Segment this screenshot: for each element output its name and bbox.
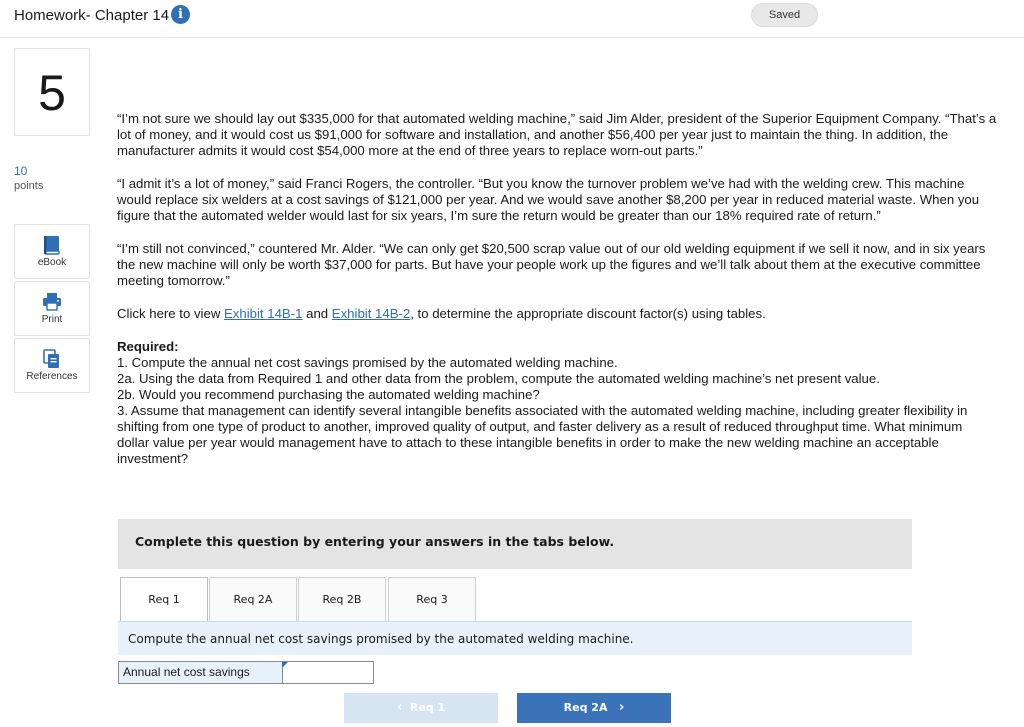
exhibit-prefix: Click here to view [117, 306, 225, 321]
tab-req-3[interactable]: Req 3 [388, 577, 476, 621]
answer-row [118, 661, 374, 684]
next-req-button[interactable] [517, 693, 671, 723]
previous-req-button[interactable] [344, 693, 498, 723]
next-req-label: Req 2A [563, 701, 608, 714]
references-label: References [26, 371, 78, 382]
print-button[interactable] [14, 281, 90, 336]
requirement-1: 1. Compute the annual net cost savings promised by the automated welding machine. [117, 355, 618, 370]
tab-instruction [118, 621, 912, 655]
saved-status-badge: Saved [751, 3, 818, 27]
exhibit-14b2-link[interactable]: Exhibit 14B-2 [331, 306, 411, 321]
tab-req-1[interactable]: Req 1 [120, 577, 208, 621]
references-button[interactable] [14, 338, 90, 393]
problem-text [117, 111, 997, 467]
info-icon[interactable]: i [171, 5, 190, 24]
problem-paragraph: “I admit it’s a lot of money,” said Franci Rogers, the controller. “But you know the turnover problem we’ve had with the welding crew. This machine would replace six welders at a cost savings of $121,000 per year. And we would save another $8,200 per year in reduced material waste. When you figure that the automated welder would last for six years, I’m sure the return would be greater than our 18% required rate of return.” [117, 176, 980, 223]
requirements [117, 339, 997, 467]
tab-req-2b[interactable]: Req 2B [298, 577, 386, 621]
requirement-2b: 2b. Would you recommend purchasing the automated welding machine? [117, 387, 540, 402]
instructions-banner [118, 519, 912, 569]
requirement-2a: 2a. Using the data from Required 1 and other data from the problem, compute the automated welding machine’s net present value. [117, 371, 880, 386]
exhibit-line [117, 306, 997, 322]
points-label: points [14, 180, 44, 192]
previous-req-label: Req 1 [409, 701, 446, 714]
question-number: 5 [14, 48, 90, 136]
problem-paragraph: “I’m not sure we should lay out $335,000 for that automated welding machine,” said Jim Alder, president of the Superior Equipment Company. “That’s a lot of money, and it would cost us $91,000 for software and installation, and another $56,400 per year just to maintain the thing. In addition, the manufacturer admits it would cost $54,000 more at the end of three years to replace worn-out parts.” [117, 111, 997, 158]
exhibit-suffix: , to determine the appropriate discount factor(s) using tables. [410, 306, 766, 321]
annual-net-cost-savings-input[interactable] [282, 662, 373, 683]
chevron-right-icon: › [618, 700, 625, 715]
exhibit-14b1-link[interactable]: Exhibit 14B-1 [224, 306, 303, 321]
exhibit-and: and [302, 306, 332, 321]
instructions-text: Complete this question by entering your answers in the tabs below. [135, 534, 615, 549]
assignment-title: Homework- Chapter 14 [14, 7, 170, 24]
points-value: 10 [14, 164, 28, 178]
required-heading: Required: [117, 339, 179, 354]
requirement-3: 3. Assume that management can identify several intangible benefits associated with the automated welding machine, including greater flexibility in shifting from one type of product to another, improved quality of output, and faster delivery as a result of reduced throughput time. What minimum dollar value per year would management have to attach to these intangible benefits in order to make the new welding machine an acceptable investment? [117, 403, 968, 466]
tab-req-2a[interactable]: Req 2A [209, 577, 297, 621]
ebook-button[interactable] [14, 224, 90, 279]
input-marker [282, 662, 288, 668]
chevron-left-icon: ‹ [396, 700, 403, 715]
header-bar [0, 0, 1024, 38]
answer-label: Annual net cost savings [119, 662, 282, 683]
problem-paragraph: “I’m still not convinced,” countered Mr. Alder. “We can only get $20,500 scrap value out of our old welding equipment if we sell it now, and in six years the new machine will only be worth $37,000 for parts. But have your people work up the figures and we’ll talk about them at the executive committee meeting tomorrow.” [117, 241, 986, 288]
tab-instruction-text: Compute the annual net cost savings promised by the automated welding machine. [128, 632, 634, 646]
ebook-label: eBook [37, 257, 67, 268]
print-label: Print [41, 314, 63, 325]
